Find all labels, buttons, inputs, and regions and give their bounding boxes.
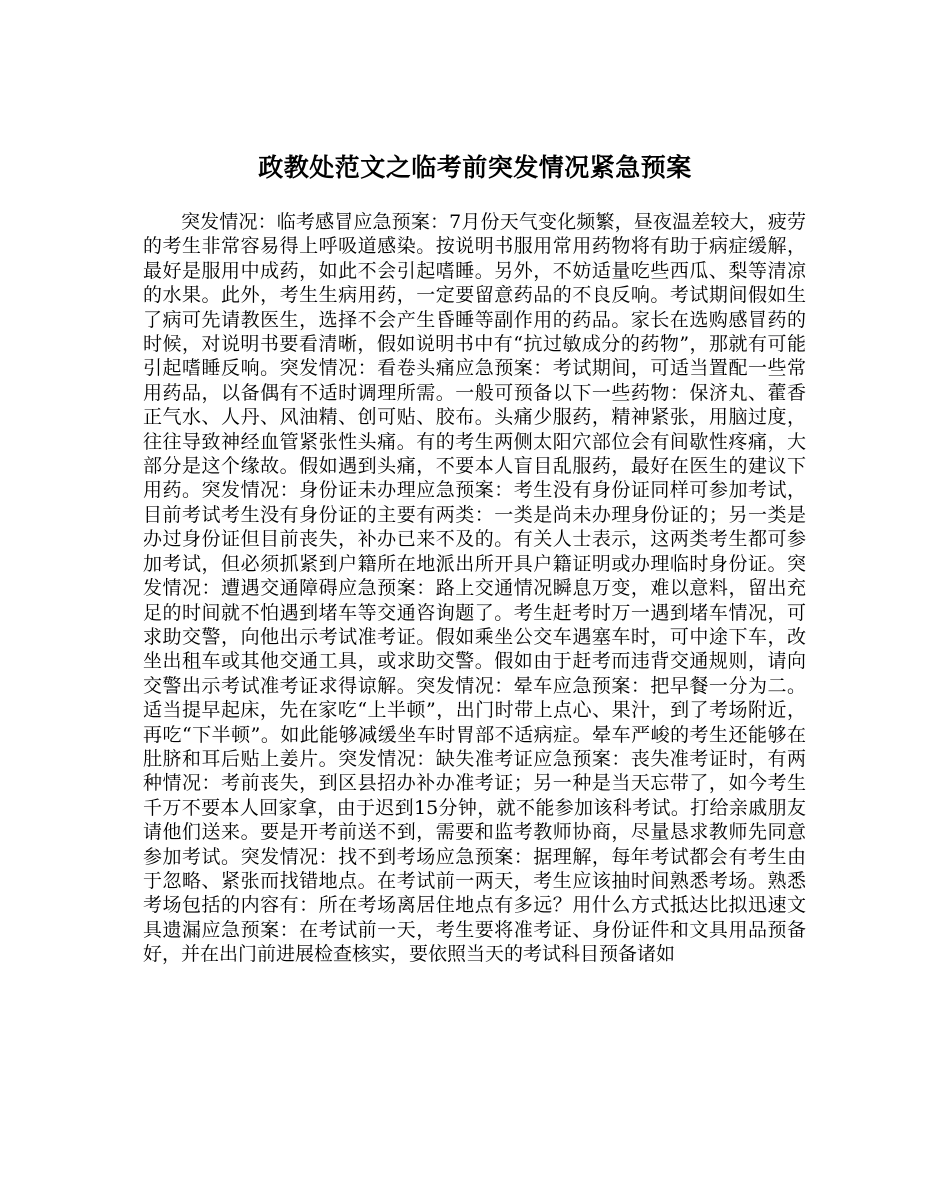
document-body-paragraph: 突发情况：临考感冒应急预案：7月份天气变化频繁，昼夜温差较大，疲劳的考生非常容易得上呼吸道感染。按说明书服用常用药物将有助于病症缓解，最好是服用中成药，如此不会引起嗜睡。另外，不妨适量吃些西瓜、梨等清凉的水果。此外，考生生病用药，一定要留意药品的不良反响。考试期间假如生了病可先请教医生，选择不会产生昏睡等副作用的药品。家长在选购感冒药的时候，对说明书要看清晰，假如说明书中有“抗过敏成分的药物”，那就有可能引起嗜睡反响。突发情况：看卷头痛应急预案：考试期间，可适当置配一些常用药品，以备偶有不适时调理所需。一般可预备以下一些药物：保济丸、藿香正气水、人丹、风油精、创可贴、胶布。头痛少服药，精神紧张，用脑过度，往往导致神经血管紧张性头痛。有的考生两侧太阳穴部位会有间歇性疼痛，大部分是这个缘故。假如遇到头痛，不要本人盲目乱服药，最好在医生的建议下用药。突发情况：身份证未办理应急预案：考生没有身份证同样可参加考试，目前考试考生没有身份证的主要有两类：一类是尚未办理身份证的；另一类是办过身份证但目前丧失，补办已来不及的。有关人士表示，这两类考生都可参加考试，但必须抓紧到户籍所在地派出所开具户籍证明或办理临时身份证。突发情况：遭遇交通障碍应急预案：路上交通情况瞬息万变，难以意料，留出充足的时间就不怕遇到堵车等交通咨询题了。考生赶考时万一遇到堵车情况，可求助交警，向他出示考试准考证。假如乘坐公交车遇塞车时，可中途下车，改坐出租车或其他交通工具，或求助交警。假如由于赶考而违背交通规则，请向交警出示考试准考证求得谅解。突发情况：晕车应急预案：把早餐一分为二。适当提早起床，先在家吃“上半顿”，出门时带上点心、果汁，到了考场附近，再吃“下半顿”。如此能够减缓坐车时胃部不适病症。晕车严峻的考生还能够在肚脐和耳后贴上姜片。突发情况：缺失准考证应急预案：丧失准考证时，有两种情况：考前丧失，到区县招办补办准考证；另一种是当天忘带了，如今考生千万不要本人回家拿，由于迟到15分钟，就不能参加该科考试。打给亲戚朋友请他们送来。要是开考前送不到，需要和监考教师协商，尽量恳求教师先同意参加考试。突发情况：找不到考场应急预案：据理解，每年考试都会有考生由于忽略、紧张而找错地点。在考试前一两天，考生应该抽时间熟悉考场。熟悉考场包括的内容有：所在考场离居住地点有多远？用什么方式抵达比拟迅速文具遗漏应急预案：在考试前一天，考生要将准考证、身份证件和文具用品预备好，并在出门前进展检查核实，要依照当天的考试科目预备诸如 bbox=[143, 211, 806, 966]
document-title: 政教处范文之临考前突发情况紧急预案 bbox=[258, 152, 692, 182]
